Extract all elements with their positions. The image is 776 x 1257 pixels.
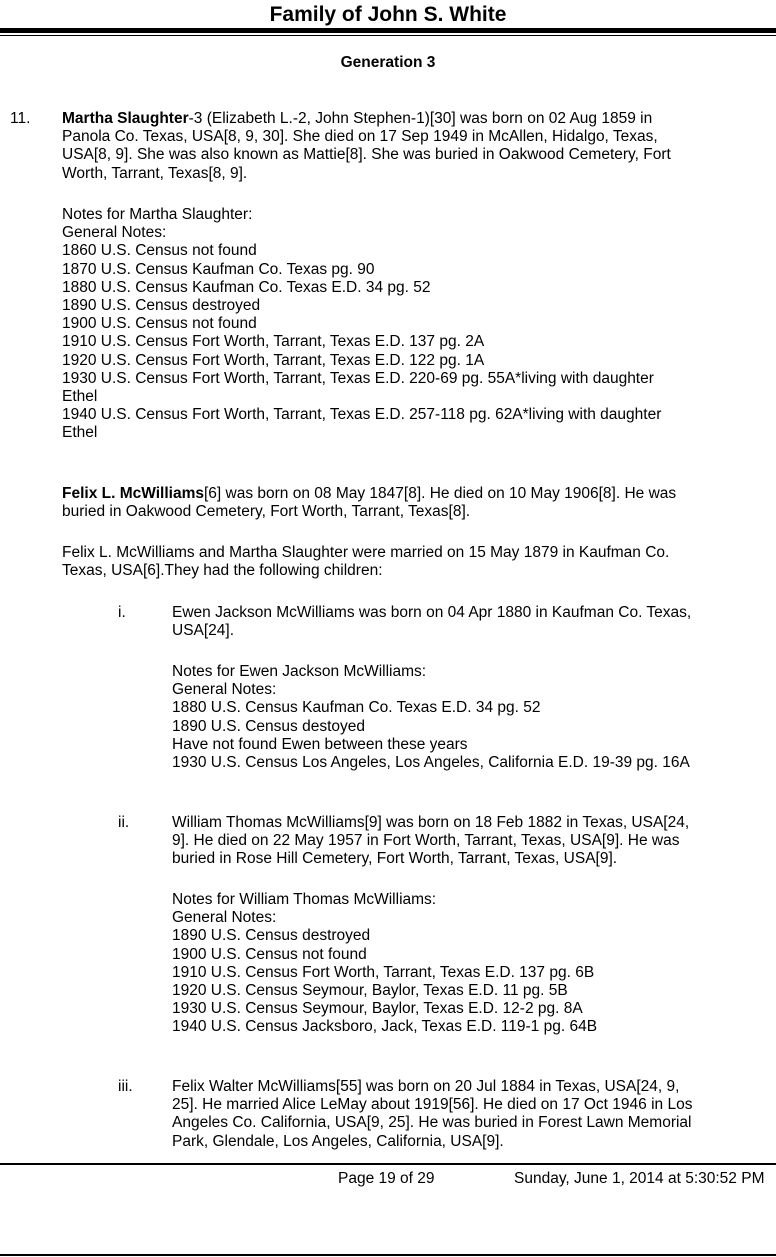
spouse-line: Felix L. McWilliams[6] was born on 08 May 1847[8]. He died on 10 May 1906[8]. He was xyxy=(62,485,677,502)
page-bottom-rule xyxy=(0,1254,776,1256)
person-name: Martha Slaughter xyxy=(62,110,189,127)
footer-rule xyxy=(0,1163,776,1165)
note-line: 1940 U.S. Census Jacksboro, Jack, Texas E.D. 119-1 pg. 64B xyxy=(172,1018,598,1036)
note-line: Notes for William Thomas McWilliams: xyxy=(172,891,437,908)
child-notes xyxy=(172,663,690,772)
note-line: 1920 U.S. Census Seymour, Baylor, Texas E.D. 11 pg. 5B xyxy=(172,982,568,1000)
header-rule-thin xyxy=(0,35,776,36)
person-line: USA[8, 9]. She was also known as Mattie[8]. She was buried in Oakwood Cemetery, Fort xyxy=(62,146,671,164)
note-line: 1940 U.S. Census Fort Worth, Tarrant, Texas E.D. 257-118 pg. 62A*living with daughter xyxy=(62,406,662,424)
marriage-line: Texas, USA[6].They had the following children: xyxy=(62,562,383,580)
child-numeral: i. xyxy=(118,604,126,621)
child-entry xyxy=(172,1078,692,1151)
person-line: Martha Slaughter-3 (Elizabeth L.-2, John Stephen-1)[30] was born on 02 Aug 1859 in xyxy=(62,110,653,127)
header-rule-thick xyxy=(0,28,776,33)
person-entry xyxy=(62,110,671,183)
note-line: 1930 U.S. Census Fort Worth, Tarrant, Texas E.D. 220-69 pg. 55A*living with daughter xyxy=(62,369,654,387)
child-numeral: iii. xyxy=(118,1078,133,1095)
note-line: 1930 U.S. Census Seymour, Baylor, Texas E.D. 12-2 pg. 8A xyxy=(172,1000,583,1018)
child-notes xyxy=(172,891,597,1037)
person-number: 11. xyxy=(10,110,31,127)
page-number: Page 19 of 29 xyxy=(338,1170,435,1187)
note-line: 1880 U.S. Census Kaufman Co. Texas E.D. 34 pg. 52 xyxy=(62,278,431,296)
note-line: 1930 U.S. Census Los Angeles, Los Angeles, California E.D. 19-39 pg. 16A xyxy=(172,754,690,772)
spouse-line: buried in Oakwood Cemetery, Fort Worth, Tarrant, Texas[8]. xyxy=(62,503,471,521)
child-line: Felix Walter McWilliams[55] was born on 20 Jul 1884 in Texas, USA[24, 9, xyxy=(172,1078,680,1095)
child-line: Park, Glendale, Los Angeles, California, USA[9]. xyxy=(172,1132,504,1150)
note-line: 1910 U.S. Census Fort Worth, Tarrant, Texas E.D. 137 pg. 6B xyxy=(172,963,595,981)
child-line: Angeles Co. California, USA[9, 25]. He was buried in Forest Lawn Memorial xyxy=(172,1114,692,1132)
marriage-entry xyxy=(62,544,669,580)
note-line: 1910 U.S. Census Fort Worth, Tarrant, Texas E.D. 137 pg. 2A xyxy=(62,333,485,351)
child-entry xyxy=(172,814,689,869)
note-line: General Notes: xyxy=(62,224,167,242)
child-line: 25]. He married Alice LeMay about 1919[56]. He died on 17 Oct 1946 in Los xyxy=(172,1096,693,1114)
note-line: Ethel xyxy=(62,388,98,406)
marriage-line: Felix L. McWilliams and Martha Slaughter were married on 15 May 1879 in Kaufman Co. xyxy=(62,544,670,561)
child-line: 9]. He died on 22 May 1957 in Fort Worth, Tarrant, Texas, USA[9]. He was xyxy=(172,832,680,850)
child-line: Ewen Jackson McWilliams was born on 04 Apr 1880 in Kaufman Co. Texas, xyxy=(172,604,692,621)
note-line: 1890 U.S. Census destoyed xyxy=(172,717,366,735)
note-line: 1860 U.S. Census not found xyxy=(62,242,257,260)
note-line: 1890 U.S. Census destroyed xyxy=(62,297,261,315)
note-line: General Notes: xyxy=(172,909,277,927)
child-line: William Thomas McWilliams[9] was born on 18 Feb 1882 in Texas, USA[24, xyxy=(172,814,690,831)
note-line: 1920 U.S. Census Fort Worth, Tarrant, Texas E.D. 122 pg. 1A xyxy=(62,351,485,369)
print-timestamp: Sunday, June 1, 2014 at 5:30:52 PM xyxy=(514,1170,765,1187)
note-line: 1880 U.S. Census Kaufman Co. Texas E.D. 34 pg. 52 xyxy=(172,699,541,717)
note-line: 1900 U.S. Census not found xyxy=(62,315,257,333)
note-line: Notes for Ewen Jackson McWilliams: xyxy=(172,663,427,680)
document-title: Family of John S. White xyxy=(269,3,507,26)
spouse-entry xyxy=(62,485,676,521)
note-line: Notes for Martha Slaughter: xyxy=(62,206,253,223)
note-line: Have not found Ewen between these years xyxy=(172,735,468,753)
child-line: buried in Rose Hill Cemetery, Fort Worth, Tarrant, Texas, USA[9]. xyxy=(172,850,618,868)
child-line: USA[24]. xyxy=(172,622,235,640)
person-notes xyxy=(62,206,661,443)
child-entry xyxy=(172,604,691,640)
child-numeral: ii. xyxy=(118,814,130,831)
note-line: General Notes: xyxy=(172,681,277,699)
generation-heading: Generation 3 xyxy=(340,54,436,71)
note-line: 1900 U.S. Census not found xyxy=(172,945,367,963)
person-line: Panola Co. Texas, USA[8, 9, 30]. She died on 17 Sep 1949 in McAllen, Hidalgo, Texas, xyxy=(62,128,658,146)
spouse-name: Felix L. McWilliams xyxy=(62,485,204,502)
note-line: 1870 U.S. Census Kaufman Co. Texas pg. 90 xyxy=(62,260,375,278)
note-line: 1890 U.S. Census destroyed xyxy=(172,927,371,945)
person-line: Worth, Tarrant, Texas[8, 9]. xyxy=(62,164,248,182)
note-line: Ethel xyxy=(62,424,98,442)
